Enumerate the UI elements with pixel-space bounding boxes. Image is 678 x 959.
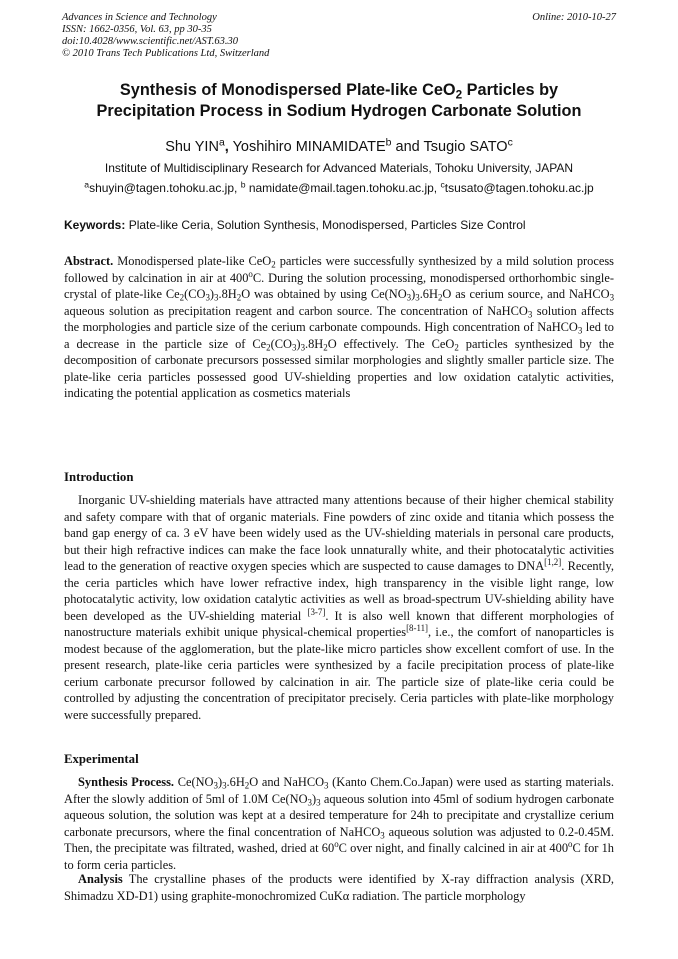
synthesis-label: Synthesis Process. bbox=[78, 775, 175, 789]
analysis-label: Analysis bbox=[78, 872, 123, 886]
title-part: in Sodium Hydrogen Carbonate Solution bbox=[267, 102, 582, 120]
citation: [3-7] bbox=[307, 606, 326, 617]
keywords bbox=[64, 218, 624, 232]
affiliation: Institute of Multidisciplinary Research for Advanced Materials, Tohoku University, JAPAN bbox=[104, 161, 574, 175]
paper-title bbox=[40, 80, 638, 122]
title-part: Precipitation Process bbox=[96, 102, 264, 120]
keywords-label: Keywords: bbox=[64, 218, 126, 232]
title-part: Particles by bbox=[466, 81, 559, 99]
email-link[interactable]: shuyin@tagen.tohoku.ac.jp, bbox=[89, 181, 238, 195]
title-subscript: 2 bbox=[455, 88, 463, 102]
introduction-paragraph: Inorganic UV-shielding materials have attracted many attentions because of their higher chemical stability and safety compare with that of organic materials. Fine powders of zinc oxide and titania which possess the band gap energy of ca. 3 eV have been widely used as the UV-shielding materials in personal care products, but their high refractive indices can make the face look unnaturally white, and their photocatalytic activities lead to the generation of reactive oxygen species which are suspected to cause damages to DNA[1,2]. Recently, the ceria particles which have lower refractive index, high transparency in the visible light range, low photocatalytic activity, low oxidation catalytic activities as well as broad-spectrum UV-shielding ability have been developed as the UV-shielding material [3-7]. It is also well known that different morphologies of nanostructure materials exhibit unique physical-chemical properties[8-11], i.e., the comfort of nanoparticles is modest because of the agglomeration, but the plate-like micro particles show excellent comfort of use. In the present research, plate-like ceria particles were synthesized by a facile precipitation process of plate-like cerium carbonate precursor followed by calcination in air. The particle size of plate-like ceria could be controlled by adjusting the concentration of precipitator precisely. Ceria particles with plate-like morphology were successfully prepared. bbox=[64, 493, 615, 722]
abstract: Abstract. Monodispersed plate-like CeO$_2$ particles were successfully synthesized by a mild solution process followed by calcination in air at 400$^o$C. During the solution processing, monodispersed orthorhombic single-crystal of plate-like $Ce_2(CO_3)_3.8H_2O$ was obtained by using $Ce(NO_3)_3.6H_2O$ as cerium source, and NaHCO$_3$ aqueous solution as precipitation reagent and carbon source. The concentration of NaHCO$_3$ solution affects the morphologies and particle size of the cerium carbonate compounds. High concentration of NaHCO$_3$ led to a decrease in the particle size of $Ce_2(CO_3)_3.8H_2O$ effectively. The CeO$_2$ particles synthesized by the decomposition of carbonate precursors possessed similar morphologies and slightly smaller particle size. The plate-like ceria particles possessed good UV-shielding properties and low oxidation catalytic activities, indicating the potential application as cosmetics materials bbox=[64, 254, 615, 400]
email-link[interactable]: namidate@mail.tagen.tohoku.ac.jp, bbox=[248, 181, 438, 195]
section-heading-experimental: Experimental bbox=[64, 752, 139, 766]
copyright: © 2010 Trans Tech Publications Ltd, Switzerland bbox=[62, 48, 270, 59]
doi: doi:10.4028/www.scientific.net/AST.63.30 bbox=[62, 36, 239, 47]
citation: [1,2] bbox=[544, 557, 562, 568]
author-mark: a bbox=[218, 137, 225, 149]
email-list bbox=[40, 181, 638, 195]
analysis-paragraph: Analysis The crystalline phases of the products were identified by X-ray diffraction analysis (XRD, Shimadzu XD-D1) using graphite-monochromized CuKα radiation. The particle morphology bbox=[64, 872, 615, 903]
author-conjunction: and bbox=[395, 139, 420, 155]
citation: [8-11] bbox=[406, 623, 428, 634]
email-link[interactable]: tsusato@tagen.tohoku.ac.jp bbox=[444, 181, 594, 195]
author-mark: c bbox=[507, 137, 513, 149]
email-mark: b bbox=[240, 179, 246, 190]
author: Yoshihiro MINAMIDATE bbox=[232, 139, 386, 155]
title-part: Synthesis of Monodispersed Plate-like CeO bbox=[119, 81, 456, 99]
author: Tsugio SATO bbox=[423, 139, 508, 155]
section-heading-introduction: Introduction bbox=[64, 470, 134, 484]
email-mark: c bbox=[440, 179, 445, 190]
author-mark: b bbox=[385, 137, 392, 149]
journal-name: Advances in Science and Technology bbox=[62, 12, 217, 23]
synthesis-paragraph: Synthesis Process. $Ce(NO_3)_3.6H_2O$ and NaHCO$_3$ (Kanto Chem.Co.Japan) were used as starting materials. After the slowly addition of 5ml of 1.0M $Ce(NO_3)_3$ aqueous solution into 45ml of sodium hydrogen carbonate aqueous solution, the solution was kept at a desired temperature for 24h to precipitate and crystallize cerium carbonate precursors, where the final concentration of NaHCO$_3$ aqueous solution was adjusted to 0.2-0.45M. Then, the precipitate was filtrated, washed, dried at 60$^o$C over night, and finally calcined in air at 400$^o$C for 1h to form ceria particles. bbox=[64, 775, 614, 872]
author: Shu YIN bbox=[165, 139, 219, 155]
abstract-label: Abstract. bbox=[64, 254, 114, 268]
issn: ISSN: 1662-0356, Vol. 63, pp 30-35 bbox=[62, 24, 212, 35]
online-date: Online: 2010-10-27 bbox=[532, 12, 616, 23]
journal-header bbox=[62, 12, 269, 60]
author-list: Shu YIN$^a$, Yoshihiro MINAMIDATE$^b$ and Tsugio SATO$^c$ bbox=[165, 137, 513, 155]
email-mark: a bbox=[84, 179, 90, 190]
keywords-text: Plate-like Ceria, Solution Synthesis, Monodispersed, Particles Size Control bbox=[128, 218, 526, 232]
